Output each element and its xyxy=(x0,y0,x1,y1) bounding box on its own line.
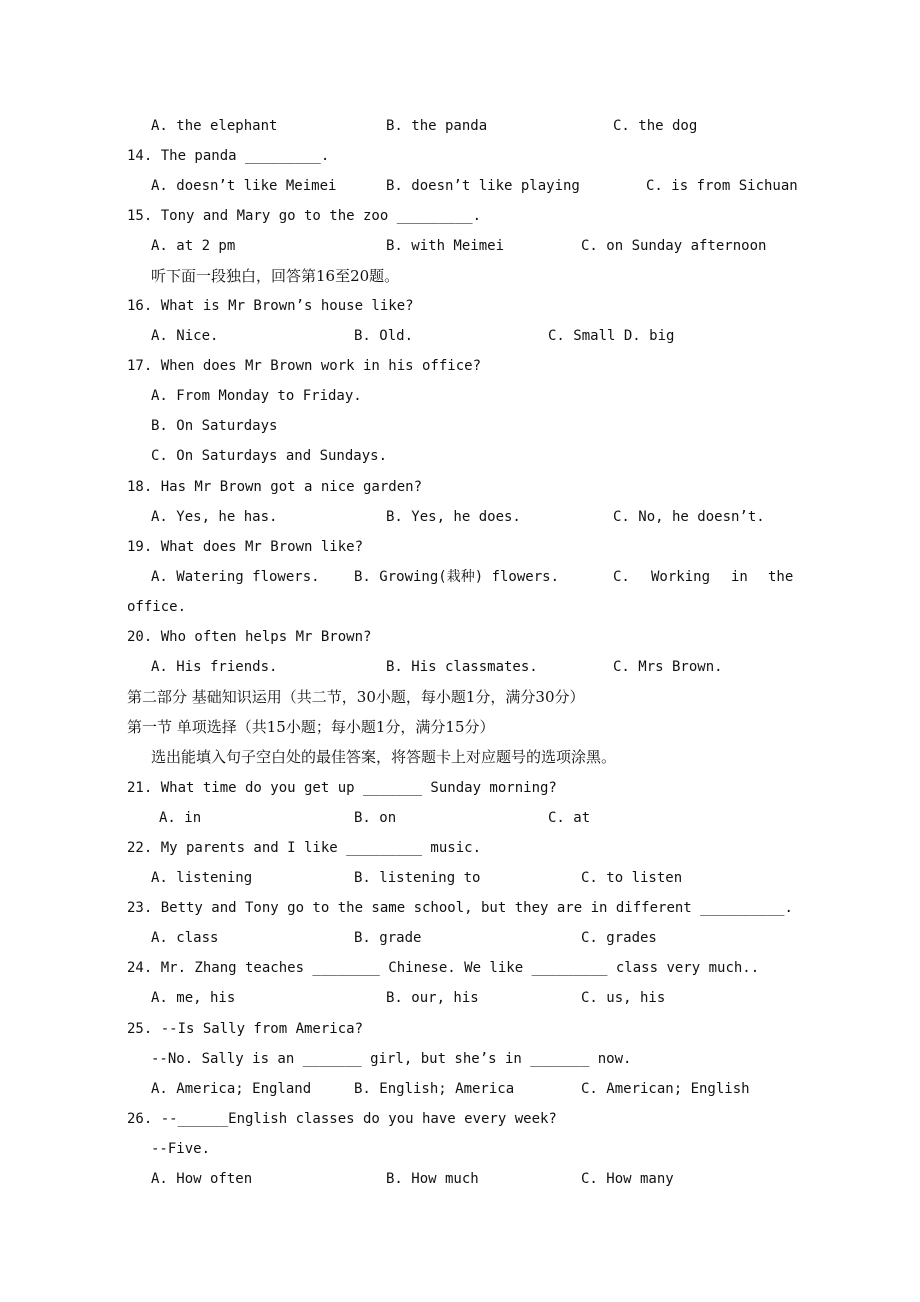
q16-stem: 16. What is Mr Brown’s house like? xyxy=(127,298,414,314)
q22-option-c: C. to listen xyxy=(581,870,683,886)
q15-option-a: A. at 2 pm xyxy=(151,238,236,254)
q14-option-c: C. is from Sichuan xyxy=(646,178,798,194)
section1-instruction: 选出能填入句子空白处的最佳答案，将答题卡上对应题号的选项涂黑。 xyxy=(151,748,617,766)
q21-option-b: B. on xyxy=(354,810,397,826)
q19-option-b: B. Growing(栽种) flowers. xyxy=(354,569,560,585)
q14-stem: 14. The panda _________. xyxy=(127,148,330,164)
q26-option-c: C. How many xyxy=(581,1171,674,1187)
q25-stem-reply: --No. Sally is an _______ girl, but she’s in _______ now. xyxy=(151,1051,632,1067)
q19-option-c-label: C. xyxy=(613,569,630,585)
q26-option-b: B. How much xyxy=(386,1171,479,1187)
q16-option-c: C. Small D. big xyxy=(548,328,675,344)
q18-option-a: A. Yes, he has. xyxy=(151,509,278,525)
q24-option-a: A. me, his xyxy=(151,990,236,1006)
q25-option-a: A. America; England xyxy=(151,1081,312,1097)
q17-option-b: B. On Saturdays xyxy=(151,418,278,434)
q26-stem: 26. --______English classes do you have every week? xyxy=(127,1111,557,1127)
q21-stem: 21. What time do you get up _______ Sunday morning? xyxy=(127,780,557,796)
q25-option-b: B. English; America xyxy=(354,1081,515,1097)
q24-stem: 24. Mr. Zhang teaches ________ Chinese. We like _________ class very much.. xyxy=(127,960,760,976)
q20-option-b: B. His classmates. xyxy=(386,659,538,675)
q19-stem: 19. What does Mr Brown like? xyxy=(127,539,364,555)
q25-stem: 25. --Is Sally from America? xyxy=(127,1021,364,1037)
q19-option-c-word-3: the xyxy=(768,569,794,585)
q24-option-b: B. our, his xyxy=(386,990,479,1006)
q18-option-c: C. No, he doesn’t. xyxy=(613,509,765,525)
q23-option-b: B. grade xyxy=(354,930,422,946)
q22-option-a: A. listening xyxy=(151,870,253,886)
q13-option-c: C. the dog xyxy=(613,118,698,134)
q19-option-c-continued: office. xyxy=(127,599,187,615)
q17-option-a: A. From Monday to Friday. xyxy=(151,388,362,404)
q15-option-c: C. on Sunday afternoon xyxy=(581,238,767,254)
q14-option-a: A. doesn’t like Meimei xyxy=(151,178,337,194)
section-16-20-instruction: 听下面一段独白，回答第16至20题。 xyxy=(151,267,400,285)
q18-stem: 18. Has Mr Brown got a nice garden? xyxy=(127,479,423,495)
q23-option-c: C. grades xyxy=(581,930,657,946)
q14-option-b: B. doesn’t like playing xyxy=(386,178,580,194)
q17-stem: 17. When does Mr Brown work in his office? xyxy=(127,358,482,374)
q23-stem: 23. Betty and Tony go to the same school, but they are in different __________. xyxy=(127,900,793,916)
q25-option-c: C. American; English xyxy=(581,1081,750,1097)
q17-option-c: C. On Saturdays and Sundays. xyxy=(151,448,388,464)
q16-option-b: B. Old. xyxy=(354,328,414,344)
q20-option-a: A. His friends. xyxy=(151,659,278,675)
q19-option-c-word-2: in xyxy=(731,569,748,585)
q22-option-b: B. listening to xyxy=(354,870,481,886)
q13-option-a: A. the elephant xyxy=(151,118,278,134)
q21-option-a: A. in xyxy=(159,810,202,826)
section1-title: 第一节 单项选择（共15小题；每小题1分，满分15分） xyxy=(127,718,495,736)
q18-option-b: B. Yes, he does. xyxy=(386,509,521,525)
part2-title: 第二部分 基础知识运用（共二节，30小题，每小题1分，满分30分） xyxy=(127,688,585,706)
q26-option-a: A. How often xyxy=(151,1171,253,1187)
q19-option-c-word-1: Working xyxy=(651,569,711,585)
q13-option-b: B. the panda xyxy=(386,118,488,134)
q24-option-c: C. us, his xyxy=(581,990,666,1006)
q20-option-c: C. Mrs Brown. xyxy=(613,659,723,675)
q26-stem-reply: --Five. xyxy=(151,1141,211,1157)
q15-stem: 15. Tony and Mary go to the zoo _________. xyxy=(127,208,482,224)
q20-stem: 20. Who often helps Mr Brown? xyxy=(127,629,372,645)
q19-option-a: A. Watering flowers. xyxy=(151,569,320,585)
q22-stem: 22. My parents and I like _________ music. xyxy=(127,840,482,856)
q16-option-a: A. Nice. xyxy=(151,328,219,344)
q15-option-b: B. with Meimei xyxy=(386,238,505,254)
q21-option-c: C. at xyxy=(548,810,591,826)
q23-option-a: A. class xyxy=(151,930,219,946)
